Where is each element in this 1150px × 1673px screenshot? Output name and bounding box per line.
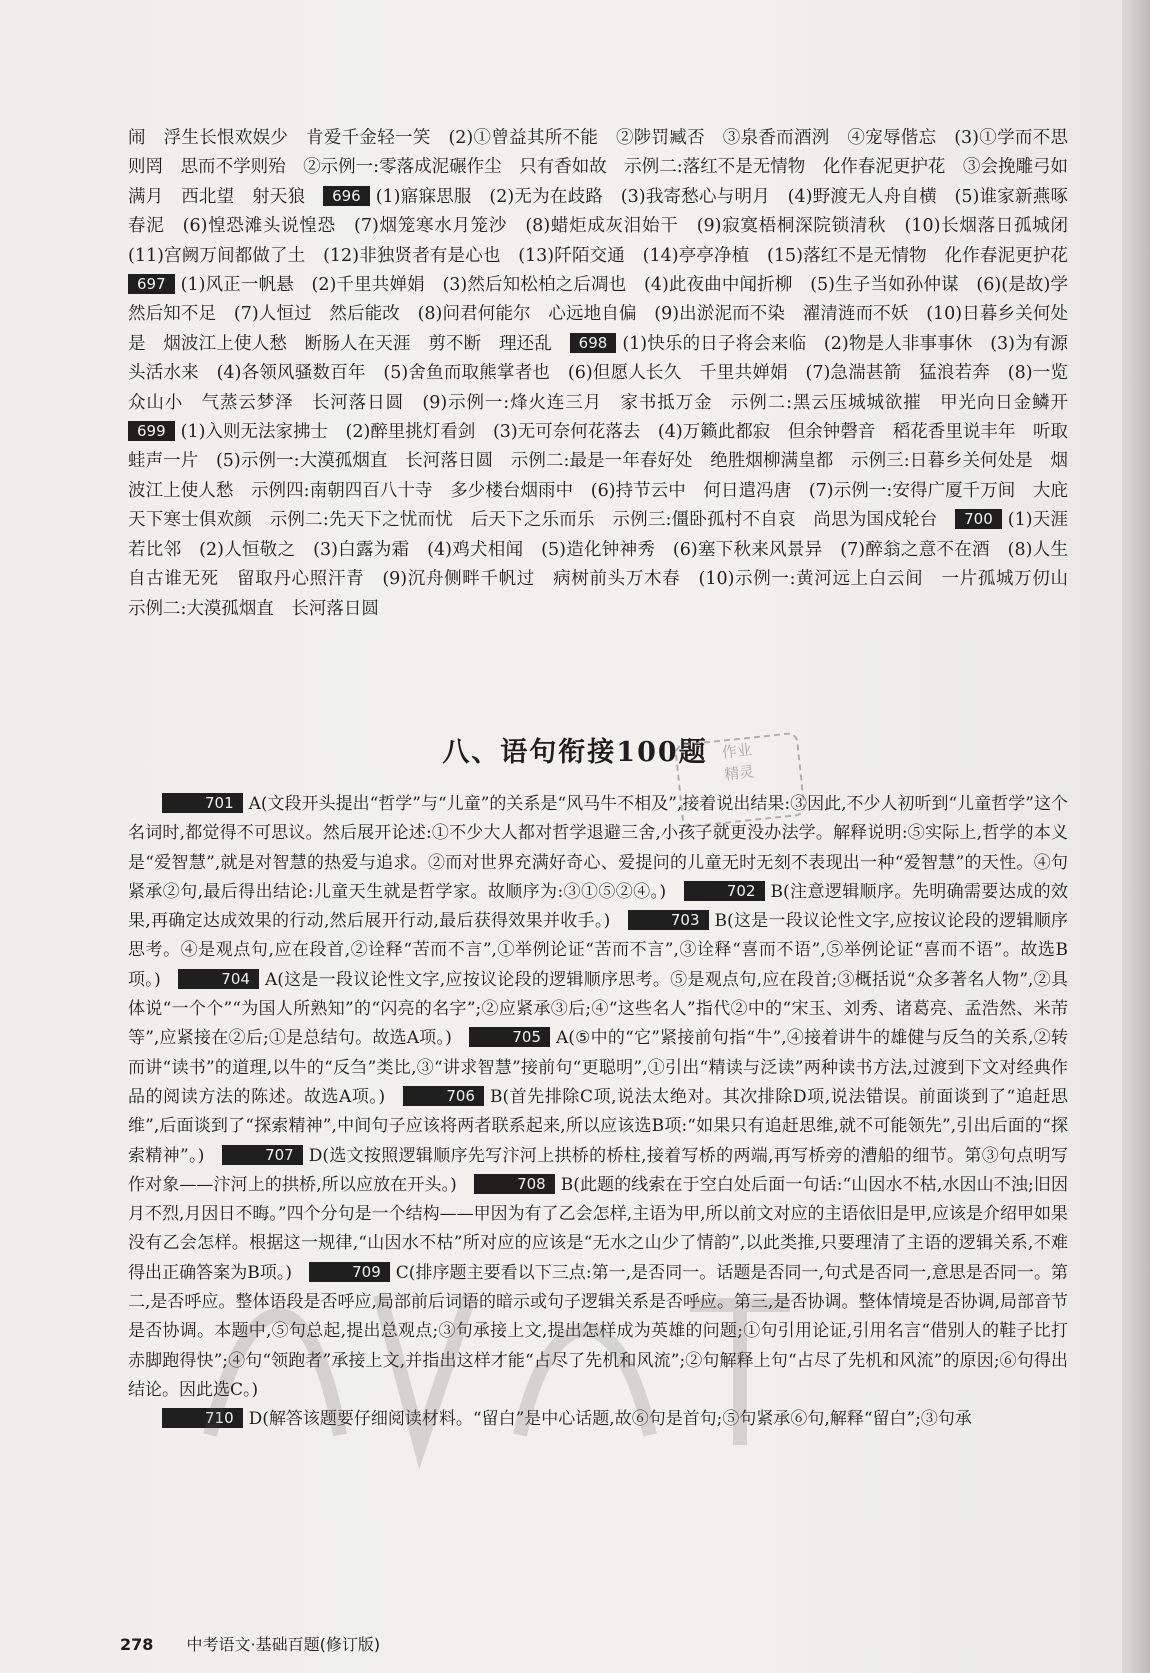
question-number-badge: 696 [323, 186, 370, 206]
question-number-badge: 697 [128, 274, 175, 294]
question-number-badge: 706 [403, 1086, 484, 1106]
stamp-line-1: 作业 [721, 740, 753, 762]
answer-text: A(文段开头提出“哲学”与“儿童”的关系是“风马牛不相及”,接着说出结果:③因此,不少人初听到“儿童哲学”这个名词时,都觉得不可思议。然后展开论述:①不少大人都对哲学退避三舍,小孩子就更没办法学。解释说明:⑤实际上,哲学的本义是“爱智慧”,就是对智慧的热爱与追求。②而对世界充满好奇心、爱提问的儿童无时无刻不表现出一种“爱智慧”的天性。④句紧承②句,最后得出结论:儿童天生就是哲学家。故顺序为:③①⑤②④。) [128, 794, 1068, 902]
question-number-badge: 703 [628, 910, 709, 930]
answer-text: (1)天涯若比邻 (2)人恒敬之 (3)白露为霜 (4)鸡犬相闻 (5)造化钟神秀 (6)塞下秋来风景异 (7)醉翁之意不在酒 (8)人生自古谁无死 留取丹心照汗青 (9)沉舟侧畔千帆过 病树前头万木春 (10)示例一:黄河远上白云间 一片孤城万仞山 示例二:大漠孤烟直 长河落日圆 [128, 510, 1086, 619]
question-number-badge: 698 [570, 333, 617, 353]
question-number-badge: 699 [128, 421, 175, 441]
question-number-badge: 708 [474, 1174, 555, 1194]
question-number-badge: 709 [309, 1262, 390, 1282]
answer-text: (1)风正一帆悬 (2)千里共婵娟 (3)然后知松柏之后凋也 (4)此夜曲中闻折柳 (5)生子当如孙仲谋 (6)(是故)学然后知不足 (7)人恒过 然后能改 (8)问君何能尔 心远地自偏 (9)出淤泥而不染 濯清涟而不妖 (10)日暮乡关何处是 烟波江上使人愁 断肠人在天涯 剪不断 理还乱 [128, 275, 1068, 354]
question-number-badge: 710 [162, 1408, 243, 1428]
question-number-badge: 702 [684, 881, 765, 901]
answer-text: B(此题的线索在于空白处后面一句话:“山因水不枯,水因山不浊;旧因月不烈,月因日不晦。”四个分句是一个结构——甲因为有了乙会怎样,主语为甲,所以前文对应的主语依旧是甲,应该是介绍甲如果没有乙会怎样。根据这一规律,“山因水不枯”所对应的应该是“无水之山少了情韵”,以此类推,只要理清了主语的逻辑关系,不难得出正确答案为B项。) [128, 1174, 1068, 1283]
section-title: 八、语句衔接100题 [442, 737, 708, 768]
question-number-badge: 704 [178, 969, 259, 989]
stamp-line-2: 精灵 [723, 762, 756, 784]
answer-text: B(首先排除C项,说法太绝对。其次排除D项,说法错误。前面谈到了“追赶思维”,后面谈到了“探索精神”,中间句子应该将两者联系起来,所以应该选B项:“如果只有追赶思维,就不可能领先”,引出后面的“探索精神”。) [128, 1086, 1068, 1166]
answer-text: A(⑤中的“它”紧接前句指“牛”,④接着讲牛的雄健与反刍的关系,②转而讲“读书”的道理,以牛的“反刍”类比,③“讲求智慧”接前句“更聪明”,①引出“精读与泛读”两种读书方法,过渡到下文对经典作品的阅读方法的陈述。故选A项。) [128, 1028, 1068, 1107]
answer-text: B(这是一段议论性文字,应按议论段的逻辑顺序思考。④是观点句,应在段首,②诠释“苦而不言”,①举例论证“苦而不言”,③诠释“喜而不语”,⑤举例论证“喜而不语”。故选B项。) [128, 911, 1068, 990]
answer-block-top [128, 124, 1086, 624]
answer-text: (1)快乐的日子将会来临 (2)物是人非事事休 (3)为有源头活水来 (4)各领风骚数百年 (5)舍鱼而取熊掌者也 (6)但愿人长久 千里共婵娟 (7)急湍甚箭 猛浪若奔 (8)一览众山小 气蒸云梦泽 长河落日圆 (9)示例一:烽火连三月 家书抵万金 示例二:黑云压城城欲摧 甲光向日金鳞开 [128, 333, 1086, 413]
page-edge-shadow [1122, 0, 1150, 1673]
answer-text: (1)寤寐思服 (2)无为在歧路 (3)我寄愁心与明月 (4)野渡无人舟自横 (5)谁家新燕啄春泥 (6)惶恐滩头说惶恐 (7)烟笼寒水月笼沙 (8)蜡炬成灰泪始干 (9)寂寞梧桐深院锁清秋 (10)长烟落日孤城闭 (11)宫阙万间都做了土 (12)非独贤者有是心也 (13)阡陌交通 (14)亭亭净植 (15)落红不是无情物 化作春泥更护花 [128, 186, 1086, 266]
answer-text: 闹 浮生长恨欢娱少 肯爱千金轻一笑 (2)①曾益其所不能 ②陟罚臧否 ③泉香而酒洌 ④宠辱偕忘 (3)①学而不思则罔 思而不学则殆 ②示例一:零落成泥碾作尘 只有香如故 示例二:落红不是无情物 化作春泥更护花 ③会挽雕弓如满月 西北望 射天狼 [128, 128, 1068, 207]
question-number-badge: 707 [222, 1145, 303, 1165]
answer-text: A(这是一段议论性文字,应按议论段的逻辑顺序思考。⑤是观点句,应在段首;③概括说“众多著名人物”,②具体说“一个个”“为国人所熟知”的“闪亮的名字”;②应紧承③后;④“这些名人”指代②中的“宋玉、刘秀、诸葛亮、孟浩然、米芾等”,应紧接在②后;①是总结句。故选A项。) [128, 969, 1068, 1049]
answer-text: D(解答该题要仔细阅读材料。“留白”是中心话题,故⑥句是首句;⑤句紧承⑥句,解释“留白”;③句承 [248, 1409, 972, 1430]
answer-text: B(注意逻辑顺序。先明确需要达成的效果,再确定达成效果的行动,然后展开行动,最后获得效果并收手。) [128, 881, 1069, 932]
book-title: 中考语文·基础百题(修订版) [186, 1635, 381, 1654]
question-number-badge: 701 [162, 793, 243, 813]
question-number-badge: 705 [469, 1027, 550, 1047]
answer-text: (1)入则无法家拂士 (2)醉里挑灯看剑 (3)无可奈何花落去 (4)万籁此都寂 但余钟磬音 稻花香里说丰年 听取蛙声一片 (5)示例一:大漠孤烟直 长河落日圆 示例二:最是一年春好处 绝胜烟柳满皇都 示例三:日暮乡关何处是 烟波江上使人愁 示例四:南朝四百八十寺 多少楼台烟雨中 (6)持节云中 何日遣冯唐 (7)示例一:安得广厦千万间 大庇天下寒士俱欢颜 示例二:先天下之忧而忧 后天下之乐而乐 示例三:僵卧孤村不自哀 尚思为国戍轮台 [128, 422, 1068, 531]
question-number-badge: 700 [955, 509, 1002, 529]
page-footer [120, 1632, 380, 1655]
answer-text: D(选文按照逻辑顺序先写汴河上拱桥的桥柱,接着写桥的两端,再写桥旁的漕船的细节。第③句点明写作对象——汴河上的拱桥,所以应放在开头。) [128, 1145, 1068, 1195]
page-number: 278 [120, 1635, 154, 1654]
answer-block-bottom [128, 790, 1068, 1435]
answer-text: C(排序题主要看以下三点:第一,是否同一。话题是否同一,句式是否同一,意思是否同一。第二,是否呼应。整体语段是否呼应,局部前后词语的暗示或句子逻辑关系是否呼应。第三,是否协调。整体情境是否协调,局部音节是否协调。本题中,⑤句总起,提出总观点;③句承接上文,提出怎样成为英雄的问题;①句引用论证,引用名言“借别人的鞋子比打赤脚跑得快”;④句“领跑者”承接上文,并指出这样才能“占尽了先机和风流”;②句解释上句“占尽了先机和风流”的原因;⑥句得出结论。因此选C。) [128, 1262, 1069, 1400]
